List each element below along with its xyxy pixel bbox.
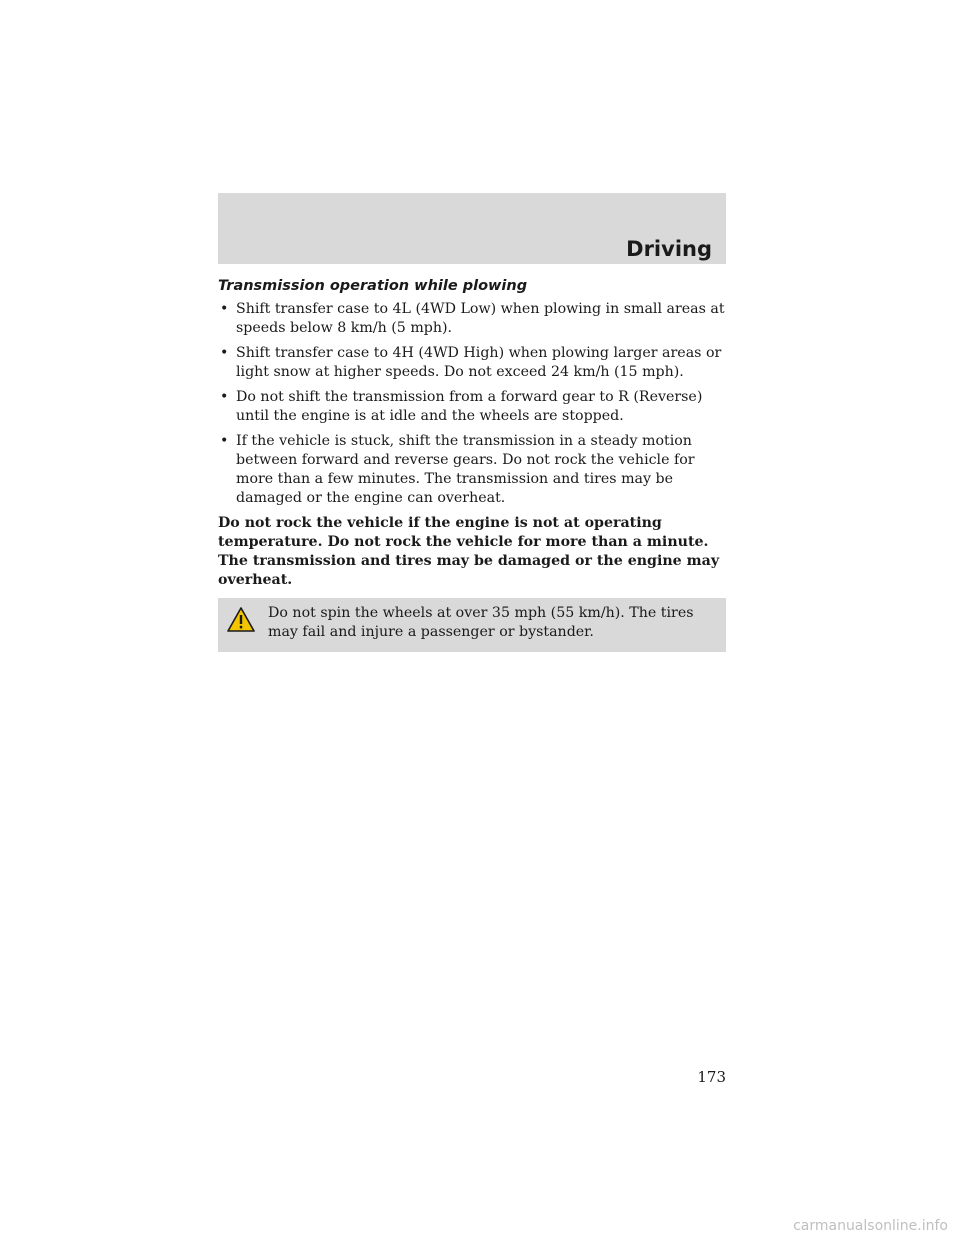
bullet-icon: • — [220, 433, 229, 449]
page-content — [218, 276, 726, 652]
bullet-icon: • — [220, 301, 229, 317]
list-item — [218, 432, 726, 508]
warning-triangle-icon — [226, 606, 256, 633]
bold-note: Do not rock the vehicle if the engine is not at operating temperature. Do not rock the vehicle for more than a minute. The transmission and tires may be damaged or the engine may overheat. — [218, 515, 720, 588]
warning-text: Do not spin the wheels at over 35 mph (55 km/h). The tires may fail and injure a passenger or bystander. — [268, 605, 694, 640]
list-item-text: Do not shift the transmission from a forward gear to R (Reverse) until the engine is at idle and the wheels are stopped. — [236, 389, 703, 424]
list-item — [218, 388, 726, 426]
header-band — [218, 193, 726, 264]
list-item-text: Shift transfer case to 4L (4WD Low) when plowing in small areas at speeds below 8 km/h (5 mph). — [236, 301, 725, 336]
warning-box — [218, 598, 726, 652]
page-number: 173 — [697, 1068, 726, 1086]
bullet-icon: • — [220, 389, 229, 405]
list-item — [218, 344, 726, 382]
bullet-list — [218, 300, 726, 508]
list-item-text: Shift transfer case to 4H (4WD High) when plowing larger areas or light snow at higher speeds. Do not exceed 24 km/h (15 mph). — [236, 345, 722, 380]
watermark: carmanualsonline.info — [793, 1218, 948, 1234]
bullet-icon: • — [220, 345, 229, 361]
section-heading: Transmission operation while plowing — [218, 278, 528, 294]
list-item — [218, 300, 726, 338]
list-item-text: If the vehicle is stuck, shift the transmission in a steady motion between forward and reverse gears. Do not rock the vehicle for more than a few minutes. The transmission and tires may be damaged or the engine can overheat. — [236, 433, 695, 506]
section-title: Driving — [626, 237, 712, 261]
